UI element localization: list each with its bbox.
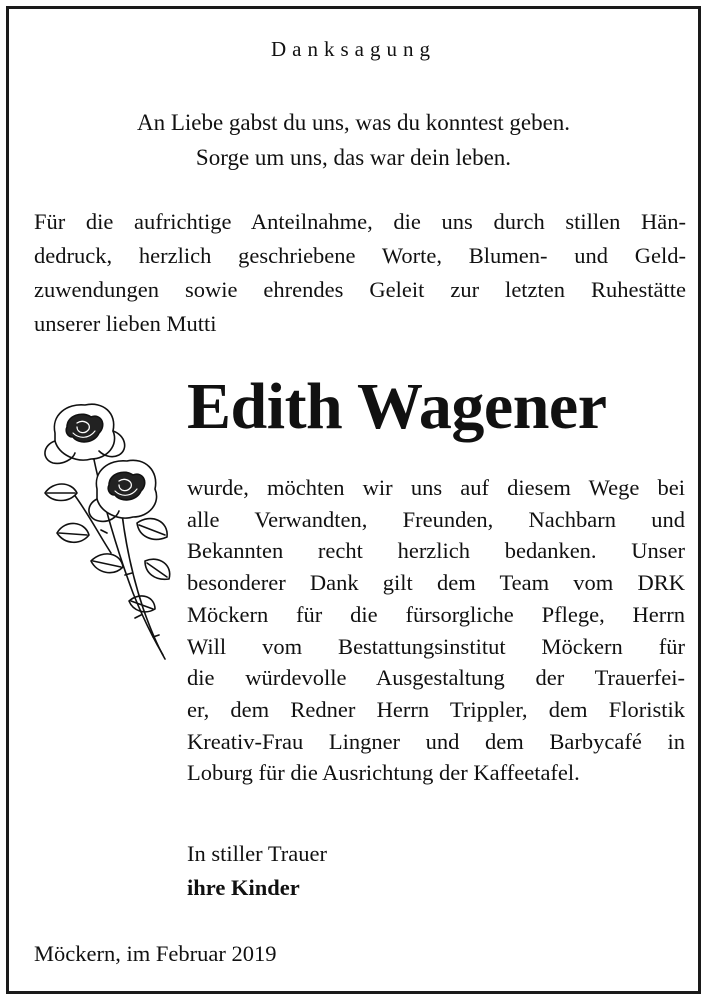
body-line: Bekannten recht herzlich bedanken. Unser: [187, 538, 685, 564]
poem: [9, 105, 698, 175]
place-date: Möckern, im Februar 2019: [34, 941, 277, 966]
poem-line: Sorge um uns, das war dein leben.: [195, 145, 512, 170]
body-line: Will vom Bestattungsinstitut Möckern für: [187, 633, 685, 659]
body-line: Loburg für die Ausrichtung der Kaffeetafel.: [187, 760, 580, 786]
intro-paragraph: [34, 205, 686, 341]
signature-family: ihre Kinder: [187, 875, 300, 900]
body-line: Kreativ-Frau Lingner und dem Barbycafé in: [187, 728, 685, 754]
body-line: wurde, möchten wir uns auf diesem Wege bei: [187, 475, 685, 500]
deceased-name: Edith Wagener: [187, 370, 607, 443]
notice-frame: [6, 6, 701, 994]
signature-mourning: In stiller Trauer: [187, 841, 327, 866]
body-line: er, dem Redner Herrn Trippler, dem Floristik: [187, 696, 685, 722]
intro-line: zuwendungen sowie ehrendes Geleit zur letzten Ruhestätte: [34, 277, 686, 302]
notice-heading: Danksagung: [271, 37, 436, 61]
body-line: alle Verwandten, Freunden, Nachbarn und: [187, 506, 685, 532]
rose-icon: [33, 393, 183, 668]
body-paragraph: [187, 472, 685, 789]
intro-line: Für die aufrichtige Anteilnahme, die uns durch stillen Hän-: [34, 209, 686, 234]
body-line: Möckern für die fürsorgliche Pflege, Herrn: [187, 601, 685, 627]
intro-line: dedruck, herzlich geschriebene Worte, Blumen- und Geld-: [34, 243, 686, 268]
body-line: die würdevolle Ausgestaltung der Trauerfei-: [187, 665, 685, 691]
intro-line: unserer lieben Mutti: [34, 311, 217, 336]
body-line: besonderer Dank gilt dem Team vom DRK: [187, 570, 685, 596]
poem-line: An Liebe gabst du uns, was du konntest geben.: [136, 110, 571, 135]
